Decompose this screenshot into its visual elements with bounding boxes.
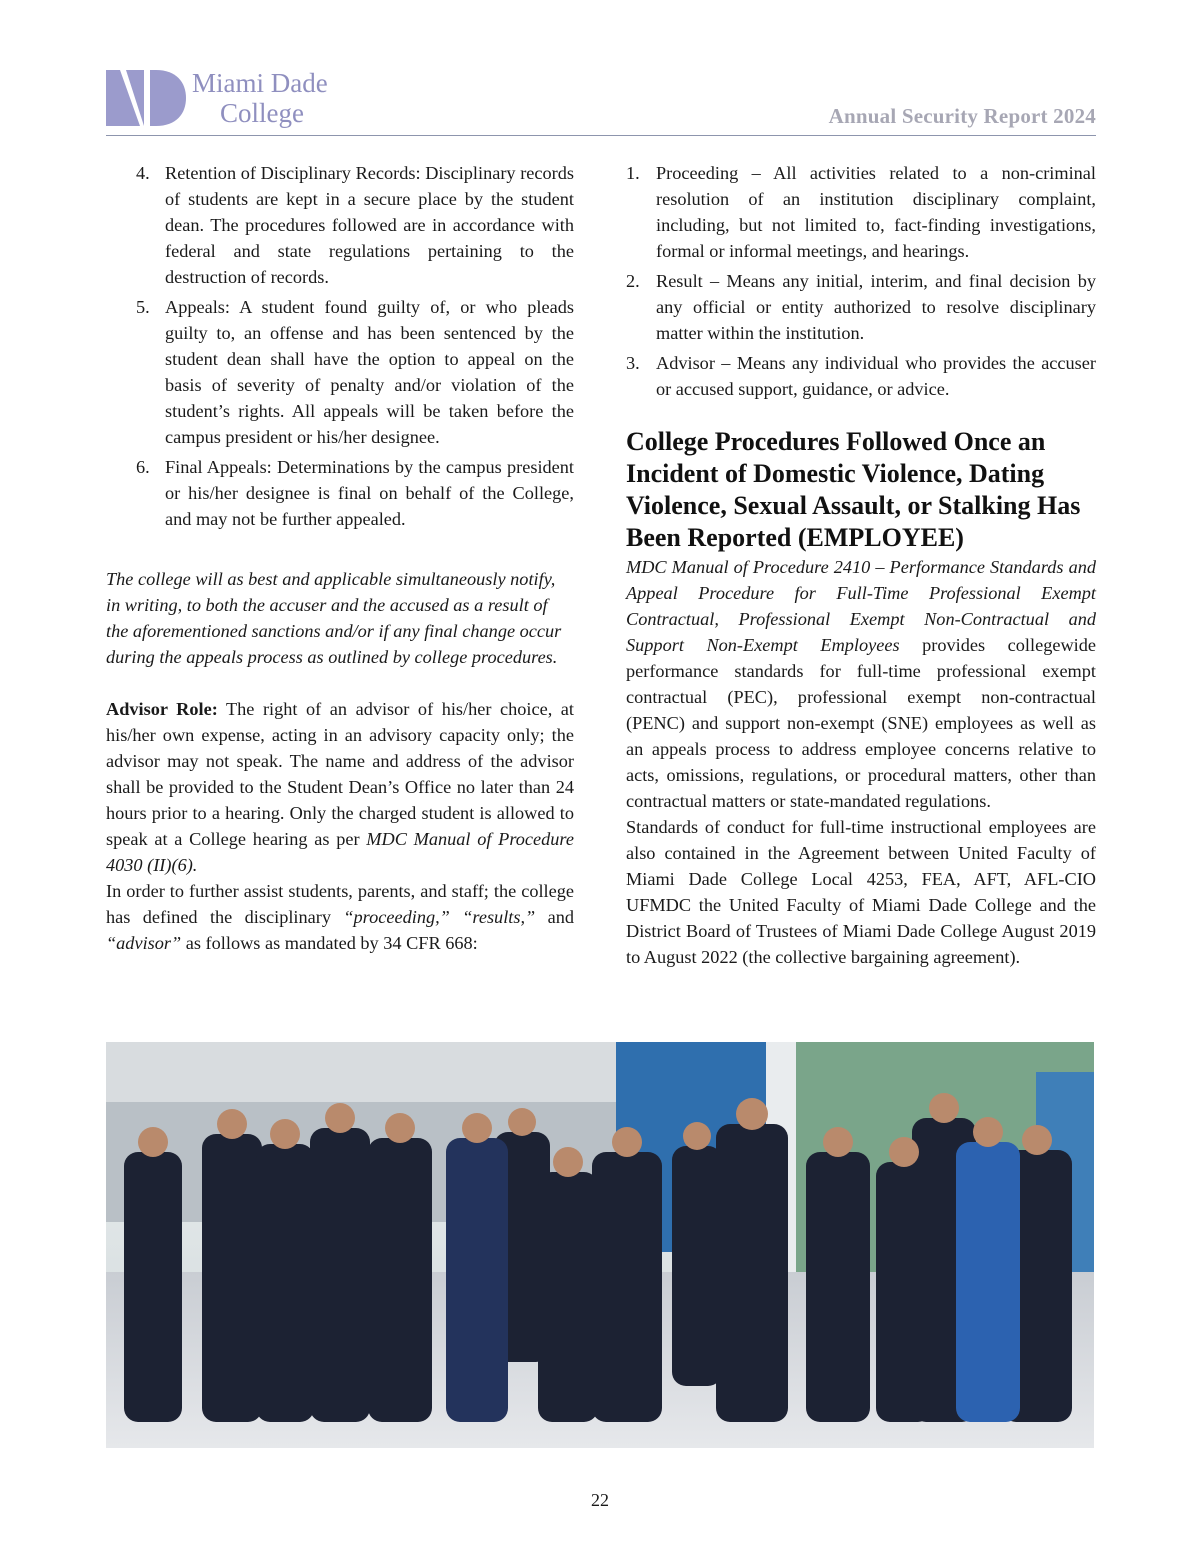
term-proceeding-results: “proceeding,” “results,” (343, 907, 536, 927)
list-item (106, 160, 574, 290)
page-number: 22 (591, 1490, 609, 1510)
group-photo-image (106, 1042, 1094, 1448)
list-item (626, 350, 1096, 402)
further-assist-text-2: and (535, 907, 574, 927)
left-numbered-list (106, 160, 574, 532)
list-item (626, 160, 1096, 264)
page-header (106, 66, 1096, 136)
list-item-text: Result – Means any initial, interim, and final decision by any official or entity authorized to resolve disciplinary matter within the institution. (656, 271, 1096, 343)
advisor-role-text: The right of an advisor of his/her choice, at his/her own expense, acting in an advisory capacity only; the advisor may not speak. The name and address of the advisor shall be provided to the Student Dean’s Office no later than 24 hours prior to a hearing. Only the charged student is allowed to speak at a College hearing as per (106, 699, 574, 849)
police-group-photo (106, 1042, 1094, 1448)
list-item (626, 268, 1096, 346)
list-item-number: 3. (626, 353, 640, 373)
list-item-number: 6. (136, 457, 150, 477)
list-item-number: 5. (136, 297, 150, 317)
list-item-text: Retention of Disciplinary Records: Disciplinary records of students are kept in a secure place by the student dean. The procedures followed are in accordance with federal and state regulations pertaining to the destruction of records. (165, 163, 574, 287)
list-item (106, 294, 574, 450)
report-title: Annual Security Report 2024 (828, 104, 1096, 128)
standards-of-conduct-paragraph: Standards of conduct for full-time instructional employees are also contained in the Agreement between United Faculty of Miami Dade College Local 4253, FEA, AFT, AFL-CIO UFMDC the United Faculty of Miami Dade College and the District Board of Trustees of Miami Dade College August 2019 to August 2022 (the collective bargaining agreement). (626, 817, 1096, 967)
advisor-role-reference: MDC Manual of Procedure 4030 (II)(6). (106, 829, 574, 875)
list-item-number: 2. (626, 271, 640, 291)
further-assist-text-3: as follows as mandated by 34 CFR 668: (181, 933, 478, 953)
list-item-text: Advisor – Means any individual who provides the accuser or accused support, guidance, or advice. (656, 353, 1096, 399)
logo-line-1: Miami Dade (192, 68, 328, 98)
left-column (106, 160, 574, 956)
logo-line-2: College (220, 98, 304, 128)
manual-procedure-text: provides collegewide performance standards for full-time professional exempt contractual (PEC), professional exempt non-contractual (PENC) and support non-exempt (SNE) employees as well as an appeals process to address employee concerns relative to acts, omissions, regulations, or procedural matters, other than contractual matters or state-mandated regulations. (626, 635, 1096, 811)
right-column (626, 160, 1096, 970)
list-item-number: 1. (626, 163, 640, 183)
college-logo-icon (106, 70, 186, 126)
notification-note: The college will as best and applicable simultaneously notify, in writing, to both the accuser and the accused as a result of the aforementioned sanctions and/or if any final change occur during the appeals process as outlined by college procedures. (106, 569, 562, 667)
manual-procedure-paragraph (626, 554, 1096, 814)
advisor-role-paragraph (106, 696, 574, 878)
further-assist-text-1: In order to further assist students, parents, and staff; the college has defined the disciplinary (106, 881, 574, 927)
list-item (106, 454, 574, 532)
further-assist-paragraph (106, 878, 574, 956)
list-item-text: Final Appeals: Determinations by the campus president or his/her designee is final on behalf of the College, and may not be further appealed. (165, 457, 574, 529)
list-item-text: Proceeding – All activities related to a non-criminal resolution of an institution disciplinary complaint, including, but not limited to, fact-finding investigations, formal or informal meetings, and hearings. (656, 163, 1096, 261)
definitions-list (626, 160, 1096, 402)
list-item-text: Appeals: A student found guilty of, or who pleads guilty to, an offense and has been sentenced by the student dean shall have the option to appeal on the basis of severity of penalty and/or violation of the student’s rights. All appeals will be taken before the campus president or his/her designee. (165, 297, 574, 447)
list-item-number: 4. (136, 163, 150, 183)
section-heading: College Procedures Followed Once an Incident of Domestic Violence, Dating Violence, Sexual Assault, or Stalking Has Been Reported (EMPLOYEE) (626, 427, 1081, 552)
manual-procedure-title: MDC Manual of Procedure 2410 – Performance Standards and Appeal Procedure for Full-Time Professional Exempt Contractual, Professional Exempt Non-Contractual and Support Non-Exempt Employees (626, 557, 1096, 655)
term-advisor: “advisor” (106, 933, 182, 953)
advisor-role-label: Advisor Role: (106, 699, 218, 719)
college-name (192, 68, 328, 128)
